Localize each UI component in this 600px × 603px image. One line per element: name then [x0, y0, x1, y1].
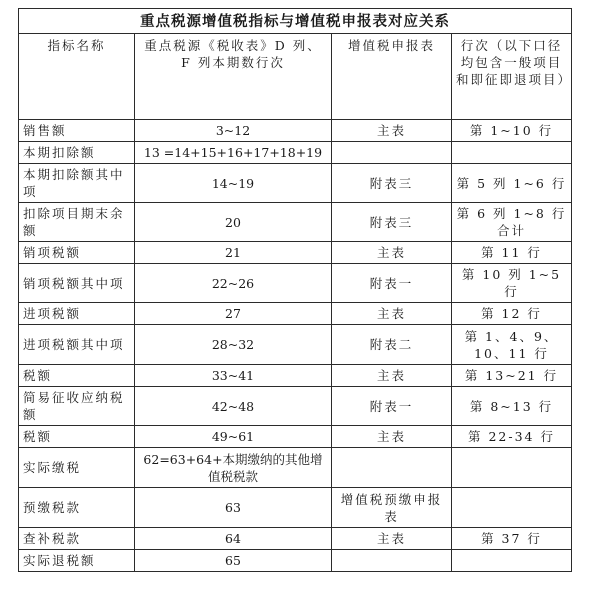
form-lines-cell [452, 448, 572, 488]
header-form-lines: 行次（以下口径均包含一般项目和即征即退项目） [452, 34, 572, 120]
form-lines-cell: 第 8~13 行 [452, 387, 572, 426]
indicator-name-cell: 实际退税额 [19, 550, 135, 572]
form-lines-cell: 第 22-34 行 [452, 426, 572, 448]
vat-form-cell: 主表 [332, 120, 452, 142]
form-lines-cell: 第 1~10 行 [452, 120, 572, 142]
table-title: 重点税源增值税指标与增值税申报表对应关系 [19, 9, 572, 34]
indicator-name-cell: 销售额 [19, 120, 135, 142]
vat-form-cell: 主表 [332, 365, 452, 387]
source-rows-cell: 62=63+64+本期缴纳的其他增值税税款 [135, 448, 332, 488]
form-lines-cell: 第 11 行 [452, 242, 572, 264]
source-rows-cell: 28~32 [135, 325, 332, 365]
table-row [19, 242, 572, 264]
table-row [19, 303, 572, 325]
indicator-name-cell: 进项税额其中项 [19, 325, 135, 365]
form-lines-cell: 第 1、4、9、10、11 行 [452, 325, 572, 365]
header-indicator-name: 指标名称 [19, 34, 135, 120]
table-header-row [19, 34, 572, 120]
source-rows-cell: 63 [135, 488, 332, 528]
mapping-table-sheet [18, 8, 571, 572]
indicator-name-cell: 本期扣除额 [19, 142, 135, 164]
vat-form-cell [332, 448, 452, 488]
source-rows-cell: 13 =14+15+16+17+18+19 [135, 142, 332, 164]
vat-form-cell: 主表 [332, 528, 452, 550]
indicator-name-cell: 销项税额其中项 [19, 264, 135, 303]
table-row [19, 387, 572, 426]
header-source-rows: 重点税源《税收表》D 列、F 列本期数行次 [135, 34, 332, 120]
source-rows-cell: 3~12 [135, 120, 332, 142]
table-row [19, 120, 572, 142]
form-lines-cell [452, 488, 572, 528]
mapping-table [18, 8, 572, 572]
form-lines-cell: 第 37 行 [452, 528, 572, 550]
indicator-name-cell: 简易征收应纳税额 [19, 387, 135, 426]
vat-form-cell: 附表一 [332, 387, 452, 426]
table-row [19, 142, 572, 164]
table-row [19, 550, 572, 572]
vat-form-cell [332, 550, 452, 572]
vat-form-cell [332, 142, 452, 164]
table-row [19, 426, 572, 448]
table-row [19, 264, 572, 303]
form-lines-cell [452, 550, 572, 572]
form-lines-cell: 第 10 列 1~5 行 [452, 264, 572, 303]
vat-form-cell: 主表 [332, 303, 452, 325]
vat-form-cell: 附表二 [332, 325, 452, 365]
indicator-name-cell: 实际缴税 [19, 448, 135, 488]
source-rows-cell: 14~19 [135, 164, 332, 203]
indicator-name-cell: 预缴税款 [19, 488, 135, 528]
vat-form-cell: 附表一 [332, 264, 452, 303]
form-lines-cell [452, 142, 572, 164]
source-rows-cell: 65 [135, 550, 332, 572]
table-title-row [19, 9, 572, 34]
indicator-name-cell: 税额 [19, 426, 135, 448]
source-rows-cell: 64 [135, 528, 332, 550]
indicator-name-cell: 扣除项目期末余额 [19, 203, 135, 242]
indicator-name-cell: 税额 [19, 365, 135, 387]
source-rows-cell: 27 [135, 303, 332, 325]
form-lines-cell: 第 12 行 [452, 303, 572, 325]
source-rows-cell: 49~61 [135, 426, 332, 448]
indicator-name-cell: 销项税额 [19, 242, 135, 264]
indicator-name-cell: 本期扣除额其中项 [19, 164, 135, 203]
table-row [19, 488, 572, 528]
table-row [19, 203, 572, 242]
header-vat-form: 增值税申报表 [332, 34, 452, 120]
table-row [19, 164, 572, 203]
table-row [19, 528, 572, 550]
indicator-name-cell: 进项税额 [19, 303, 135, 325]
table-row [19, 448, 572, 488]
form-lines-cell: 第 6 列 1~8 行合计 [452, 203, 572, 242]
source-rows-cell: 21 [135, 242, 332, 264]
form-lines-cell: 第 13~21 行 [452, 365, 572, 387]
table-row [19, 325, 572, 365]
vat-form-cell: 主表 [332, 242, 452, 264]
source-rows-cell: 20 [135, 203, 332, 242]
vat-form-cell: 主表 [332, 426, 452, 448]
form-lines-cell: 第 5 列 1~6 行 [452, 164, 572, 203]
table-row [19, 365, 572, 387]
source-rows-cell: 42~48 [135, 387, 332, 426]
vat-form-cell: 附表三 [332, 164, 452, 203]
source-rows-cell: 33~41 [135, 365, 332, 387]
source-rows-cell: 22~26 [135, 264, 332, 303]
vat-form-cell: 附表三 [332, 203, 452, 242]
indicator-name-cell: 查补税款 [19, 528, 135, 550]
vat-form-cell: 增值税预缴申报表 [332, 488, 452, 528]
